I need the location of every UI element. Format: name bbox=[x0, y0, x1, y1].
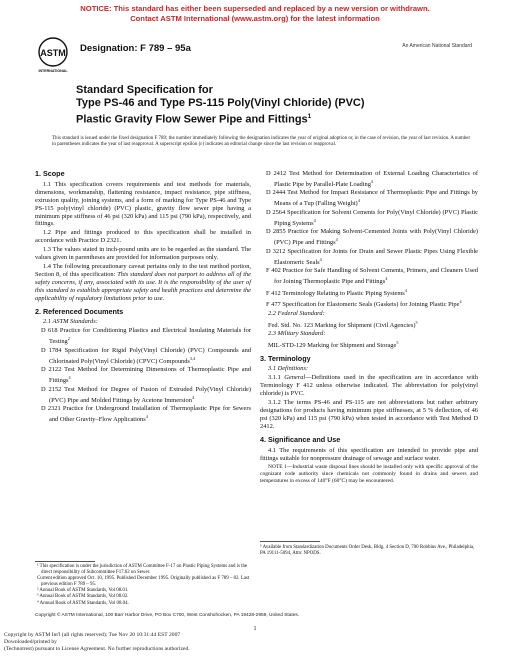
footnote-4: ⁴ Annual Book of ASTM Standards, Vol 08.04. bbox=[37, 600, 129, 606]
reference-list-left bbox=[35, 327, 251, 424]
reference-footnote-mark: 4 bbox=[335, 237, 338, 243]
reference-footnote-mark: 2 bbox=[67, 336, 70, 342]
reference-text: D 2564 Specification for Solvent Cements for Poly(Vinyl Chloride) (PVC) Plastic Piping Systems bbox=[266, 208, 478, 227]
left-column bbox=[35, 170, 251, 425]
reference-text: D 3212 Specification for Joints for Drain and Sewer Plastic Pipes Using Flexible Elastomeric Seals bbox=[266, 247, 478, 266]
reference-item bbox=[260, 248, 478, 267]
scope-1-1: 1.1 This specification covers requirements and test methods for materials, dimensions, workmanship, flattening resistance, impact resistance, pipe stiffness, extrusion quality, joining systems, and a form of marking for Type PS-46 and Type PS-115 poly(vinyl chloride) (PVC) plastic, gravity flow sewer pipe having a minimum pipe stiffness of 46 psi (320 kPa) and 115 psi (790 kPa), respectively, and fittings. bbox=[35, 180, 251, 228]
reference-item bbox=[260, 189, 478, 208]
footnote-1: ¹ This specification is under the jurisdiction of ASTM Committee F-17 on Plastic Piping Systems and is the direct responsibility of Subcommittee F17.62 on Sewer. bbox=[37, 564, 248, 576]
copyright-line: Copyright © ASTM International, 100 Barr Harbor Drive, PO Box C700, West Conshohocken, PA 19428-2959, United States. bbox=[35, 613, 300, 618]
reference-item bbox=[260, 209, 478, 228]
reference-text: F 477 Specification for Elastomeric Seals (Gaskets) for Joining Plastic Pipe bbox=[266, 301, 460, 309]
scope-1-3: 1.3 The values stated in inch-pound units are to be regarded as the standard. The values given in parentheses are provided for information purposes only. bbox=[35, 246, 251, 262]
astm-standards-label: 2.1 ASTM Standards: bbox=[43, 318, 98, 326]
reference-item bbox=[260, 287, 478, 298]
astm-logo-icon bbox=[36, 36, 70, 74]
reference-footnote-mark: 5 bbox=[396, 340, 399, 346]
page-number: 1 bbox=[253, 626, 257, 632]
reference-footnote-mark: 4 bbox=[385, 276, 388, 282]
title-line-2: Type PS-46 and Type PS-115 Poly(Vinyl Chloride) (PVC) bbox=[76, 97, 365, 109]
reference-footnote-mark: 4 bbox=[319, 256, 322, 262]
title-footnote-mark: 1 bbox=[307, 113, 312, 120]
terminology-3-1-2: 3.1.2 The terms PS-46 and PS-115 are not abbreviations but rather arbitrary designations for products having minimum pipe stiffnesses, at 5 % deflection, of 46 psi (320 kPa) and 115 psi (790 kPa) when tested in accordance with Test Method D 2412. bbox=[260, 399, 478, 430]
significance-4-1: 4.1 The requirements of this specification are intended to provide pipe and fittings suitable for nonpressure drainage of sewage and surface water. bbox=[260, 446, 478, 462]
reference-footnote-mark: 4 bbox=[145, 413, 148, 419]
military-standard-label: 2.3 Military Standard: bbox=[268, 330, 326, 338]
reference-text: D 2855 Practice for Making Solvent-Cemented Joints with Poly(Vinyl Chloride) (PVC) Pipe and Fittings bbox=[266, 228, 478, 247]
footnote-5: ⁵ Available from Standardization Documents Order Desk, Bldg. 4 Section D, 700 Robbins Ave., Philadelphia, PA 19111-5094, Attn: NPODS. bbox=[260, 545, 475, 557]
reference-footnote-mark: 4 bbox=[357, 198, 360, 204]
title-line-3-text: Plastic Gravity Flow Sewer Pipe and Fittings bbox=[76, 113, 308, 126]
section-heading-scope: 1. Scope bbox=[35, 169, 65, 178]
reference-text: D 2122 Test Method for Determining Dimensions of Thermoplastic Pipe and Fittings bbox=[41, 366, 251, 385]
reference-text: Fed. Std. No. 123 Marking for Shipment (Civil Agencies) bbox=[268, 321, 416, 329]
reference-item bbox=[35, 327, 251, 346]
reference-text: F 402 Practice for Safe Handling of Solvent Cements, Primers, and Cleaners Used for Joining Thermoplastic Pipe and Fittings bbox=[266, 267, 478, 286]
right-column bbox=[260, 170, 478, 484]
document-title bbox=[76, 84, 456, 127]
license-line-1: Copyright by ASTM Int'l (all rights reserved); Tue Nov 20 10:31:44 EST 2007 bbox=[4, 632, 181, 638]
license-footer bbox=[4, 632, 190, 653]
withdrawal-notice bbox=[0, 4, 510, 23]
federal-standard-label: 2.2 Federal Standard: bbox=[268, 309, 325, 317]
reference-item bbox=[260, 170, 478, 189]
reference-item-federal bbox=[260, 319, 478, 330]
reference-item bbox=[260, 228, 478, 247]
scope-1-2: 1.2 Pipe and fittings produced to this specification shall be installed in accordance with Practice D 2321. bbox=[35, 229, 251, 245]
footnote-3: ³ Annual Book of ASTM Standards, Vol 08.02. bbox=[37, 594, 129, 600]
reference-text: D 1784 Specification for Rigid Poly(Vinyl Chloride) (PVC) Compounds and Chlorinated Poly(Vinyl Chloride) (CPVC) Compounds bbox=[41, 346, 251, 365]
reference-text: MIL-STD-129 Marking for Shipment and Storage bbox=[268, 342, 397, 350]
note-1: NOTE 1—Industrial waste disposal lines should be installed only with specific approval of the cognizant code authority since chemicals not commonly found in drains and sewers and temperatures in excess of 140°F (60°C) may be encountered. bbox=[260, 464, 478, 484]
title-line-1: Standard Specification for bbox=[76, 84, 213, 96]
section-heading-terminology: 3. Terminology bbox=[260, 353, 311, 363]
footnote-divider-right bbox=[260, 541, 320, 542]
reference-item bbox=[260, 267, 478, 286]
reference-footnote-mark: 4 bbox=[191, 394, 194, 400]
terminology-3-1-1-text: —Definitions used in the specification are in accordance with Terminology F 412 unless otherwise indicated. The abbreviation for poly(vinyl chloride) is PVC. bbox=[260, 374, 478, 398]
reference-text: D 2152 Test Method for Degree of Fusion of Extruded Poly(Vinyl Chloride) (PVC) Pipe and Molded Fittings by Acetone Immersion bbox=[41, 385, 251, 404]
footnote-divider-left bbox=[35, 561, 95, 562]
reference-text: D 2321 Practice for Underground Installation of Thermoplastic Pipe for Sewers and Other Gravity–Flow Applications bbox=[41, 405, 251, 424]
title-line-3 bbox=[76, 110, 456, 127]
reference-text: D 2444 Test Method for Impact Resistance of Thermoplastic Pipe and Fittings by Means of a Tup (Falling Weight) bbox=[266, 189, 478, 208]
svg-text:ASTM: ASTM bbox=[40, 48, 66, 58]
reference-item bbox=[35, 386, 251, 405]
notice-line-1: NOTICE: This standard has either been superseded and replaced by a new version or withdrawn. bbox=[80, 4, 430, 13]
reference-text: D 618 Practice for Conditioning Plastics and Electrical Insulating Materials for Testing bbox=[41, 327, 251, 346]
scope-1-4-caveat: This standard does not purport to address all of the safety concerns, if any, associated with its use. It is the responsibility of the user of this standard to establish appropriate safety and health practices and determine the applicability of regulatory limitations prior to use. bbox=[35, 270, 251, 302]
reference-footnote-mark: 4 bbox=[313, 217, 316, 223]
reference-text: D 2412 Test Method for Determination of External Loading Characteristics of Plastic Pipe by Parallel-Plate Loading bbox=[266, 170, 478, 189]
terminology-3-1-1 bbox=[260, 374, 478, 398]
svg-text:INTERNATIONAL: INTERNATIONAL bbox=[38, 69, 68, 73]
reference-footnote-mark: 4 bbox=[68, 375, 71, 381]
reference-list-right bbox=[260, 170, 478, 309]
footnotes-left bbox=[35, 564, 251, 607]
reference-text: F 412 Terminology Relating to Plastic Piping Systems bbox=[266, 289, 405, 297]
designation: Designation: F 789 – 95a bbox=[80, 43, 191, 54]
reference-footnote-mark: 5 bbox=[415, 319, 418, 325]
reference-footnote-mark: 4 bbox=[404, 287, 407, 293]
section-heading-significance: 4. Significance and Use bbox=[260, 434, 341, 444]
section-heading-referenced-documents: 2. Referenced Documents bbox=[35, 306, 124, 316]
reference-item bbox=[35, 347, 251, 366]
scope-1-4 bbox=[35, 263, 251, 303]
national-standard-label: An American National Standard bbox=[402, 43, 472, 49]
definitions-label: 3.1 Definitions: bbox=[268, 365, 309, 373]
footnote-1-edition: Current edition approved Oct. 10, 1995. Published December 1995. Originally published as F 789 – 82. Last previous edition F 789 – 95. bbox=[37, 576, 250, 588]
reference-item bbox=[35, 405, 251, 424]
footnote-2: ² Annual Book of ASTM Standards, Vol 08.01. bbox=[37, 588, 129, 594]
terminology-3-1-1-lead: 3.1.1 bbox=[268, 374, 285, 382]
license-line-2: Downloaded/printed by bbox=[4, 639, 57, 645]
reference-footnote-mark: 4 bbox=[370, 178, 373, 184]
issued-under-note: This standard is issued under the fixed designation F 789; the number immediately following the designation indicates the year of original adoption or, in the case of revision, the year of last revision. A number in parentheses indicates the year of last reapproval. A superscript epsilon (ε) indicates an editorial change since the last revision or reapproval. bbox=[52, 136, 471, 148]
notice-line-2: Contact ASTM International (www.astm.org) for the latest information bbox=[130, 13, 380, 23]
reference-footnote-mark: 3,4 bbox=[189, 355, 196, 361]
license-line-3: (Technotrest) pursuant to License Agreement. No further reproductions authorized. bbox=[4, 646, 190, 652]
terminology-3-1-1-term: General bbox=[284, 374, 306, 382]
reference-footnote-mark: 4 bbox=[459, 299, 462, 305]
reference-item bbox=[35, 366, 251, 385]
scope-1-4-lead: 1.4 The following precautionary caveat pertains only to the test method portion, Section 8, of this specification: bbox=[35, 262, 251, 278]
reference-item-military bbox=[260, 339, 478, 350]
reference-item bbox=[260, 298, 478, 309]
